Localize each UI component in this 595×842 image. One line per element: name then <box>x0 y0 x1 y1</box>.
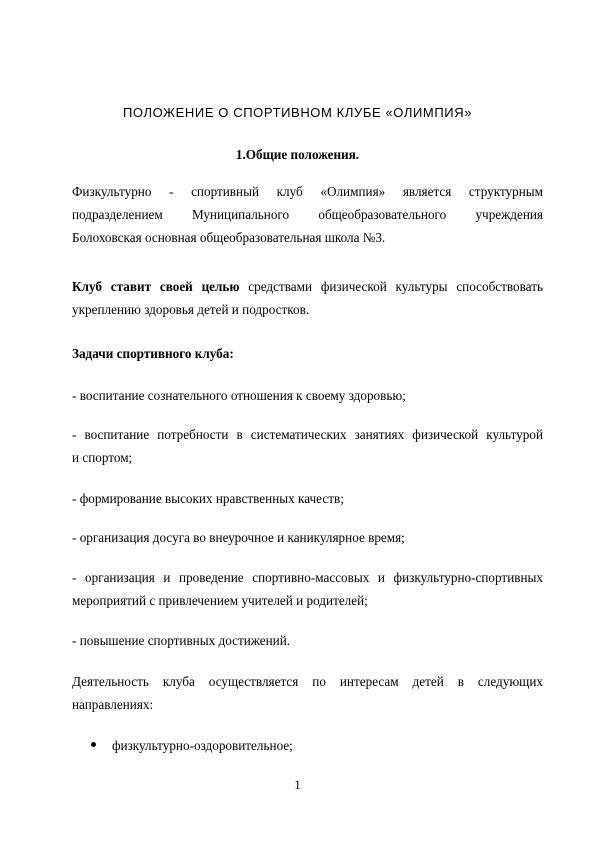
goal-line-1 <box>72 275 543 298</box>
page-number: 1 <box>294 777 301 792</box>
section-heading: 1.Общие положения. <box>235 147 360 162</box>
activity-paragraph <box>72 670 543 716</box>
task-item-2 <box>72 423 543 469</box>
task-2-line-2: и спортом; <box>72 450 133 465</box>
task-item-5 <box>72 566 543 612</box>
goal-bold-text: Клуб ставит своей целью <box>72 279 240 294</box>
bullet-list-item <box>91 734 293 757</box>
activity-line-2: направлениях: <box>72 697 154 712</box>
task-5-line-2: мероприятий с привлечением учителей и родителей; <box>72 593 368 608</box>
task-5-line-1: - организация и проведение спортивно-массовых и физкультурно-спортивных <box>72 570 543 585</box>
intro-line-2: подразделением Муниципального общеобразовательного учреждения <box>72 207 543 222</box>
intro-line-3: Болоховская основная общеобразовательная школа №3. <box>72 230 386 245</box>
intro-line-1: Физкультурно - спортивный клуб «Олимпия» является структурным <box>72 184 543 199</box>
task-2-line-1: - воспитание потребности в систематических занятиях физической культурой <box>72 427 543 442</box>
bullet-text: физкультурно-оздоровительное; <box>112 738 293 753</box>
task-item-3: - формирование высоких нравственных качеств; <box>72 491 344 506</box>
bullet-dot-icon <box>91 742 96 747</box>
task-item-1: - воспитание сознательного отношения к своему здоровью; <box>72 388 406 403</box>
goal-line-1-rest: средствами физической культуры способствовать <box>239 279 543 294</box>
activity-line-1: Деятельность клуба осуществляется по интересам детей в следующих <box>72 674 543 689</box>
task-item-6: - повышение спортивных достижений. <box>72 633 291 648</box>
task-item-4: - организация досуга во внеурочное и каникулярное время; <box>72 530 405 545</box>
intro-paragraph <box>72 180 543 249</box>
goal-paragraph <box>72 275 543 321</box>
document-title: ПОЛОЖЕНИЕ О СПОРТИВНОМ КЛУБЕ «ОЛИМПИЯ» <box>122 105 473 120</box>
goal-line-2: укреплению здоровья детей и подростков. <box>72 302 310 317</box>
tasks-heading: Задачи спортивного клуба: <box>72 346 234 361</box>
